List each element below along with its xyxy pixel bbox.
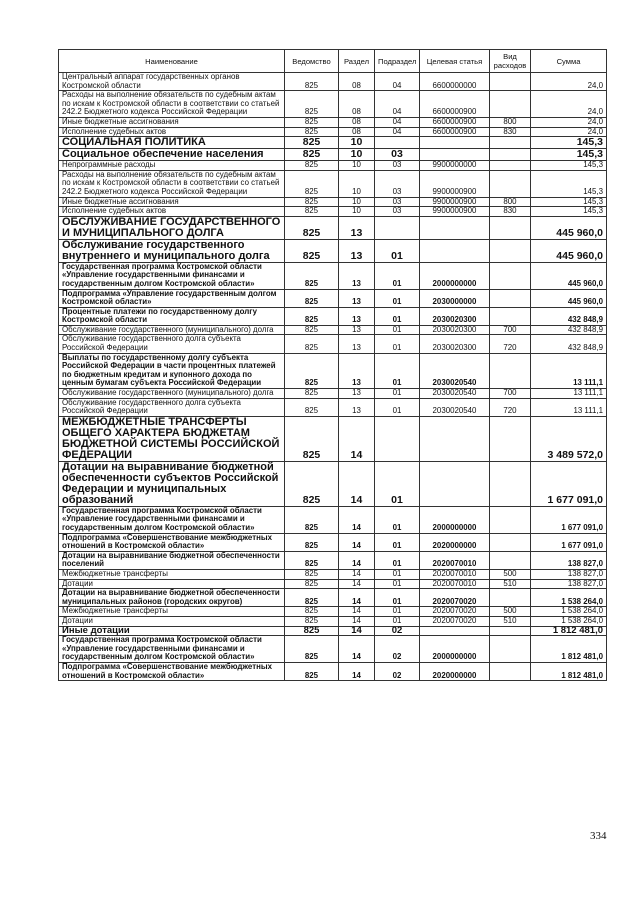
table-row xyxy=(59,262,607,289)
cell-target: 9900000000 xyxy=(420,161,490,171)
cell-subsection: 01 xyxy=(375,506,420,533)
cell-subsection xyxy=(375,416,420,461)
cell-subsection xyxy=(375,216,420,239)
cell-subsection: 01 xyxy=(375,325,420,335)
table-header-row xyxy=(59,50,607,73)
table-row xyxy=(59,662,607,680)
cell-name: Непрограммные расходы xyxy=(59,161,285,171)
cell-subsection: 03 xyxy=(375,170,420,197)
cell-ministry: 825 xyxy=(285,389,339,399)
cell-amount: 138 827,0 xyxy=(531,579,607,589)
cell-amount: 1 677 091,0 xyxy=(531,533,607,551)
cell-subsection: 01 xyxy=(375,335,420,353)
cell-section: 14 xyxy=(339,416,375,461)
cell-subsection: 01 xyxy=(375,569,420,579)
cell-target: 2030000000 xyxy=(420,289,490,307)
cell-expense-type xyxy=(490,289,531,307)
cell-section: 10 xyxy=(339,197,375,207)
table-row xyxy=(59,307,607,325)
cell-ministry: 825 xyxy=(285,579,339,589)
cell-amount: 138 827,0 xyxy=(531,551,607,569)
cell-section: 10 xyxy=(339,170,375,197)
cell-section: 13 xyxy=(339,262,375,289)
cell-expense-type: 830 xyxy=(490,207,531,217)
cell-section: 14 xyxy=(339,662,375,680)
cell-amount: 24,0 xyxy=(531,91,607,118)
cell-name: Социальное обеспечение населения xyxy=(59,149,285,161)
cell-expense-type xyxy=(490,416,531,461)
cell-expense-type xyxy=(490,91,531,118)
cell-amount: 445 960,0 xyxy=(531,239,607,262)
cell-name: Иные бюджетные ассигнования xyxy=(59,197,285,207)
cell-amount: 1 677 091,0 xyxy=(531,506,607,533)
cell-amount: 1 812 481,0 xyxy=(531,626,607,636)
cell-ministry: 825 xyxy=(285,461,339,506)
cell-name: Дотации на выравнивание бюджетной обеспеченности муниципальных районов (городских округов) xyxy=(59,589,285,607)
cell-name: Государственная программа Костромской области «Управление государственными финансами и государственным долгом Костромской области» xyxy=(59,636,285,663)
cell-amount: 13 111,1 xyxy=(531,398,607,416)
cell-ministry: 825 xyxy=(285,662,339,680)
cell-ministry: 825 xyxy=(285,551,339,569)
table-row xyxy=(59,117,607,127)
cell-section: 13 xyxy=(339,389,375,399)
cell-ministry: 825 xyxy=(285,533,339,551)
cell-section: 10 xyxy=(339,161,375,171)
cell-ministry: 825 xyxy=(285,589,339,607)
cell-name: Исполнение судебных актов xyxy=(59,207,285,217)
cell-expense-type: 800 xyxy=(490,197,531,207)
cell-name: Подпрограмма «Совершенствование межбюджетных отношений в Костромской области» xyxy=(59,662,285,680)
cell-name: Обслуживание государственного (муниципального) долга xyxy=(59,389,285,399)
cell-amount: 432 848,9 xyxy=(531,335,607,353)
cell-ministry: 825 xyxy=(285,262,339,289)
cell-subsection: 01 xyxy=(375,239,420,262)
table-row xyxy=(59,636,607,663)
cell-subsection: 01 xyxy=(375,389,420,399)
cell-subsection: 01 xyxy=(375,579,420,589)
cell-expense-type xyxy=(490,149,531,161)
cell-name: Дотации xyxy=(59,579,285,589)
cell-section: 14 xyxy=(339,551,375,569)
cell-target: 6600000000 xyxy=(420,73,490,91)
table-row xyxy=(59,335,607,353)
cell-amount: 1 812 481,0 xyxy=(531,662,607,680)
cell-expense-type xyxy=(490,626,531,636)
table-row xyxy=(59,533,607,551)
cell-section: 08 xyxy=(339,117,375,127)
cell-subsection: 01 xyxy=(375,289,420,307)
cell-section: 14 xyxy=(339,506,375,533)
cell-target: 2030020300 xyxy=(420,325,490,335)
cell-expense-type xyxy=(490,239,531,262)
cell-amount: 145,3 xyxy=(531,197,607,207)
cell-expense-type xyxy=(490,461,531,506)
cell-ministry: 825 xyxy=(285,161,339,171)
cell-ministry: 825 xyxy=(285,197,339,207)
cell-expense-type: 500 xyxy=(490,569,531,579)
cell-target xyxy=(420,416,490,461)
cell-subsection: 04 xyxy=(375,127,420,137)
cell-ministry: 825 xyxy=(285,607,339,617)
cell-expense-type xyxy=(490,73,531,91)
cell-section: 14 xyxy=(339,616,375,626)
cell-expense-type xyxy=(490,161,531,171)
cell-target: 2000000000 xyxy=(420,506,490,533)
cell-target: 2020070020 xyxy=(420,589,490,607)
cell-subsection: 02 xyxy=(375,626,420,636)
cell-ministry: 825 xyxy=(285,73,339,91)
cell-ministry: 825 xyxy=(285,636,339,663)
table-row xyxy=(59,551,607,569)
table-row xyxy=(59,161,607,171)
cell-section: 10 xyxy=(339,207,375,217)
cell-subsection: 04 xyxy=(375,117,420,127)
table-row xyxy=(59,589,607,607)
cell-amount: 432 848,9 xyxy=(531,307,607,325)
cell-name: Исполнение судебных актов xyxy=(59,127,285,137)
cell-subsection: 03 xyxy=(375,197,420,207)
cell-name: Обслуживание государственного внутреннего и муниципального долга xyxy=(59,239,285,262)
cell-amount: 445 960,0 xyxy=(531,216,607,239)
cell-amount: 1 812 481,0 xyxy=(531,636,607,663)
cell-ministry: 825 xyxy=(285,207,339,217)
cell-name: Расходы на выполнение обязательств по судебным актам по искам к Костромской области в соответствии со статьей 242.2 Бюджетного кодекса Российской Федерации xyxy=(59,170,285,197)
cell-amount: 24,0 xyxy=(531,73,607,91)
header-subsection: Подраздел xyxy=(375,50,420,73)
cell-ministry: 825 xyxy=(285,289,339,307)
cell-target: 2030020540 xyxy=(420,389,490,399)
cell-section: 13 xyxy=(339,216,375,239)
header-name: Наименование xyxy=(59,50,285,73)
cell-amount: 138 827,0 xyxy=(531,569,607,579)
header-amount: Сумма xyxy=(531,50,607,73)
table-row xyxy=(59,398,607,416)
cell-amount: 445 960,0 xyxy=(531,262,607,289)
cell-name: Дотации на выравнивание бюджетной обеспеченности субъектов Российской Федерации и муниципальных образований xyxy=(59,461,285,506)
cell-subsection: 01 xyxy=(375,616,420,626)
table-body xyxy=(59,73,607,681)
cell-name: ОБСЛУЖИВАНИЕ ГОСУДАРСТВЕННОГО И МУНИЦИПАЛЬНОГО ДОЛГА xyxy=(59,216,285,239)
cell-expense-type: 700 xyxy=(490,325,531,335)
cell-ministry: 825 xyxy=(285,506,339,533)
cell-name: Обслуживание государственного долга субъекта Российской Федерации xyxy=(59,335,285,353)
cell-target: 9900000900 xyxy=(420,197,490,207)
cell-expense-type: 720 xyxy=(490,335,531,353)
cell-ministry: 825 xyxy=(285,353,339,388)
cell-name: Выплаты по государственному долгу субъекта Российской Федерации в части процентных платежей по бюджетным кредитам и купонного дохода по ценным бумагам субъекта Российской Федерации xyxy=(59,353,285,388)
cell-amount: 145,3 xyxy=(531,161,607,171)
cell-ministry: 825 xyxy=(285,626,339,636)
cell-amount: 145,3 xyxy=(531,207,607,217)
cell-subsection: 04 xyxy=(375,73,420,91)
cell-target: 2020070020 xyxy=(420,607,490,617)
cell-expense-type xyxy=(490,589,531,607)
cell-ministry: 825 xyxy=(285,149,339,161)
table-row xyxy=(59,73,607,91)
cell-target: 2030020540 xyxy=(420,353,490,388)
cell-section: 13 xyxy=(339,307,375,325)
cell-amount: 13 111,1 xyxy=(531,353,607,388)
cell-expense-type xyxy=(490,170,531,197)
cell-ministry: 825 xyxy=(285,335,339,353)
cell-name: Подпрограмма «Совершенствование межбюджетных отношений в Костромской области» xyxy=(59,533,285,551)
cell-section: 14 xyxy=(339,579,375,589)
cell-amount: 145,3 xyxy=(531,170,607,197)
cell-section: 14 xyxy=(339,589,375,607)
cell-name: Процентные платежи по государственному долгу Костромской области xyxy=(59,307,285,325)
cell-section: 14 xyxy=(339,569,375,579)
cell-section: 14 xyxy=(339,636,375,663)
cell-amount: 432 848,9 xyxy=(531,325,607,335)
cell-ministry: 825 xyxy=(285,216,339,239)
table-row xyxy=(59,170,607,197)
cell-target: 2030020540 xyxy=(420,398,490,416)
cell-expense-type xyxy=(490,636,531,663)
cell-subsection: 01 xyxy=(375,607,420,617)
cell-expense-type: 510 xyxy=(490,616,531,626)
cell-name: Государственная программа Костромской области «Управление государственными финансами и государственным долгом Костромской области» xyxy=(59,262,285,289)
cell-amount: 3 489 572,0 xyxy=(531,416,607,461)
cell-expense-type: 510 xyxy=(490,579,531,589)
cell-expense-type xyxy=(490,551,531,569)
cell-section: 13 xyxy=(339,289,375,307)
cell-name: Центральный аппарат государственных органов Костромской области xyxy=(59,73,285,91)
cell-name: Обслуживание государственного (муниципального) долга xyxy=(59,325,285,335)
cell-ministry: 825 xyxy=(285,398,339,416)
budget-table xyxy=(58,49,607,681)
cell-ministry: 825 xyxy=(285,325,339,335)
table-row xyxy=(59,289,607,307)
cell-section: 14 xyxy=(339,626,375,636)
table-row xyxy=(59,616,607,626)
cell-ministry: 825 xyxy=(285,170,339,197)
cell-amount: 1 538 264,0 xyxy=(531,589,607,607)
cell-name: Межбюджетные трансферты xyxy=(59,569,285,579)
header-section: Раздел xyxy=(339,50,375,73)
cell-ministry: 825 xyxy=(285,137,339,149)
cell-expense-type xyxy=(490,506,531,533)
table-row xyxy=(59,216,607,239)
cell-ministry: 825 xyxy=(285,127,339,137)
cell-name: Иные дотации xyxy=(59,626,285,636)
cell-name: Обслуживание государственного долга субъекта Российской Федерации xyxy=(59,398,285,416)
cell-name: Государственная программа Костромской области «Управление государственными финансами и государственным долгом Костромской области» xyxy=(59,506,285,533)
cell-amount: 24,0 xyxy=(531,117,607,127)
cell-ministry: 825 xyxy=(285,117,339,127)
cell-ministry: 825 xyxy=(285,239,339,262)
cell-section: 10 xyxy=(339,149,375,161)
cell-section: 13 xyxy=(339,353,375,388)
cell-expense-type: 720 xyxy=(490,398,531,416)
cell-target: 6600000900 xyxy=(420,91,490,118)
cell-subsection: 01 xyxy=(375,353,420,388)
cell-ministry: 825 xyxy=(285,91,339,118)
cell-subsection: 03 xyxy=(375,161,420,171)
cell-amount: 145,3 xyxy=(531,149,607,161)
cell-name: Подпрограмма «Управление государственным долгом Костромской области» xyxy=(59,289,285,307)
cell-section: 14 xyxy=(339,461,375,506)
cell-target: 6600000900 xyxy=(420,117,490,127)
cell-amount: 1 538 264,0 xyxy=(531,616,607,626)
cell-amount: 13 111,1 xyxy=(531,389,607,399)
cell-subsection: 01 xyxy=(375,262,420,289)
cell-amount: 445 960,0 xyxy=(531,289,607,307)
cell-ministry: 825 xyxy=(285,416,339,461)
cell-amount: 145,3 xyxy=(531,137,607,149)
cell-section: 13 xyxy=(339,239,375,262)
cell-expense-type xyxy=(490,262,531,289)
cell-subsection: 01 xyxy=(375,398,420,416)
cell-subsection: 01 xyxy=(375,551,420,569)
cell-target: 9900000900 xyxy=(420,207,490,217)
cell-subsection: 02 xyxy=(375,662,420,680)
cell-expense-type: 500 xyxy=(490,607,531,617)
table-row xyxy=(59,506,607,533)
cell-target: 6600000900 xyxy=(420,127,490,137)
table-row xyxy=(59,207,607,217)
cell-name: Дотации на выравнивание бюджетной обеспеченности поселений xyxy=(59,551,285,569)
cell-target: 2030020300 xyxy=(420,307,490,325)
cell-name: Дотации xyxy=(59,616,285,626)
cell-subsection: 01 xyxy=(375,461,420,506)
page-number: 334 xyxy=(590,830,607,842)
cell-subsection: 01 xyxy=(375,589,420,607)
cell-section: 08 xyxy=(339,127,375,137)
cell-subsection xyxy=(375,137,420,149)
cell-expense-type: 700 xyxy=(490,389,531,399)
cell-subsection: 03 xyxy=(375,149,420,161)
cell-name: МЕЖБЮДЖЕТНЫЕ ТРАНСФЕРТЫ ОБЩЕГО ХАРАКТЕРА БЮДЖЕТАМ БЮДЖЕТНОЙ СИСТЕМЫ РОССИЙСКОЙ ФЕДЕРАЦИИ xyxy=(59,416,285,461)
table-row xyxy=(59,353,607,388)
cell-section: 14 xyxy=(339,607,375,617)
table-row xyxy=(59,137,607,149)
cell-expense-type xyxy=(490,216,531,239)
cell-subsection: 02 xyxy=(375,636,420,663)
cell-subsection: 01 xyxy=(375,533,420,551)
cell-section: 13 xyxy=(339,335,375,353)
cell-ministry: 825 xyxy=(285,616,339,626)
header-target: Целевая статья xyxy=(420,50,490,73)
cell-target xyxy=(420,216,490,239)
cell-target: 2020070010 xyxy=(420,569,490,579)
cell-ministry: 825 xyxy=(285,307,339,325)
cell-section: 08 xyxy=(339,73,375,91)
table-row xyxy=(59,607,607,617)
cell-section: 14 xyxy=(339,533,375,551)
cell-target: 2020000000 xyxy=(420,533,490,551)
cell-expense-type: 800 xyxy=(490,117,531,127)
table-row xyxy=(59,416,607,461)
cell-target: 2020070020 xyxy=(420,616,490,626)
cell-target: 2030020300 xyxy=(420,335,490,353)
cell-expense-type xyxy=(490,353,531,388)
cell-subsection: 03 xyxy=(375,207,420,217)
cell-name: СОЦИАЛЬНАЯ ПОЛИТИКА xyxy=(59,137,285,149)
cell-expense-type xyxy=(490,137,531,149)
cell-amount: 1 677 091,0 xyxy=(531,461,607,506)
cell-section: 13 xyxy=(339,325,375,335)
cell-subsection: 01 xyxy=(375,307,420,325)
cell-amount: 24,0 xyxy=(531,127,607,137)
cell-ministry: 825 xyxy=(285,569,339,579)
cell-name: Межбюджетные трансферты xyxy=(59,607,285,617)
cell-name: Иные бюджетные ассигнования xyxy=(59,117,285,127)
cell-section: 08 xyxy=(339,91,375,118)
table-row xyxy=(59,389,607,399)
cell-target: 2000000000 xyxy=(420,262,490,289)
cell-target: 2000000000 xyxy=(420,636,490,663)
table-row xyxy=(59,91,607,118)
cell-target: 2020070010 xyxy=(420,579,490,589)
cell-section: 10 xyxy=(339,137,375,149)
cell-target xyxy=(420,626,490,636)
cell-subsection: 04 xyxy=(375,91,420,118)
cell-target xyxy=(420,461,490,506)
cell-target: 2020070010 xyxy=(420,551,490,569)
cell-amount: 1 538 264,0 xyxy=(531,607,607,617)
table-row xyxy=(59,569,607,579)
header-expense-type: Вид расходов xyxy=(490,50,531,73)
table-row xyxy=(59,461,607,506)
cell-section: 13 xyxy=(339,398,375,416)
cell-expense-type: 830 xyxy=(490,127,531,137)
cell-target xyxy=(420,239,490,262)
cell-name: Расходы на выполнение обязательств по судебным актам по искам к Костромской области в соответствии со статьей 242.2 Бюджетного кодекса Российской Федерации xyxy=(59,91,285,118)
table-row xyxy=(59,149,607,161)
header-ministry: Ведомство xyxy=(285,50,339,73)
cell-target: 9900000900 xyxy=(420,170,490,197)
cell-expense-type xyxy=(490,662,531,680)
cell-target: 2020000000 xyxy=(420,662,490,680)
cell-expense-type xyxy=(490,307,531,325)
cell-target xyxy=(420,149,490,161)
cell-target xyxy=(420,137,490,149)
cell-expense-type xyxy=(490,533,531,551)
table-row xyxy=(59,239,607,262)
